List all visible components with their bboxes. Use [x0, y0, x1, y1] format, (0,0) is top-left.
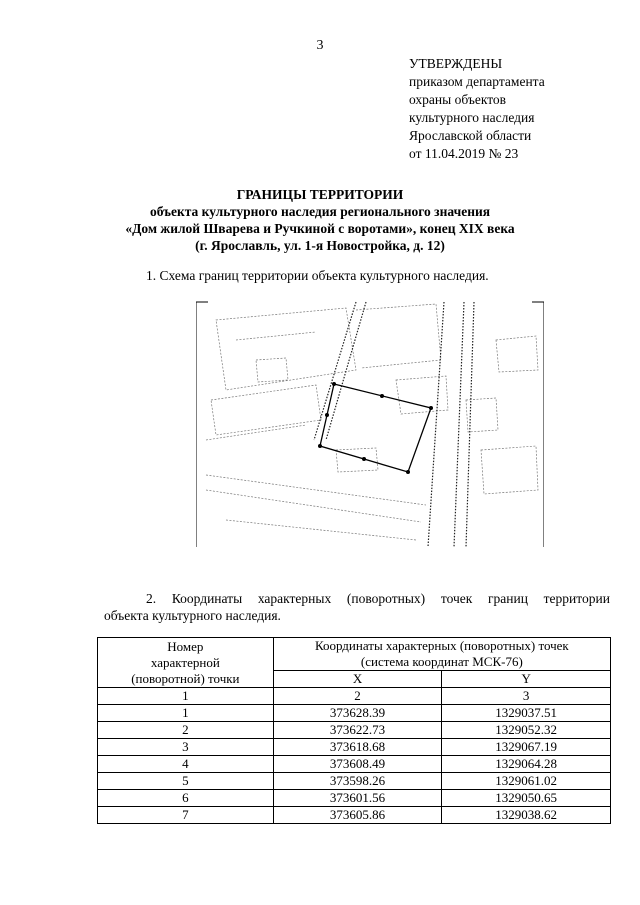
table-cell: 3 — [442, 688, 611, 705]
boundary-point-marker — [362, 457, 366, 461]
point-number: 4 — [98, 756, 274, 773]
word: (поворотных) — [346, 591, 426, 606]
table-row — [98, 790, 611, 807]
table-row — [98, 722, 611, 739]
word: Координаты — [171, 591, 243, 606]
table-row — [98, 807, 611, 824]
coord-x: 373601.56 — [273, 790, 442, 807]
coord-x: 373628.39 — [273, 705, 442, 722]
header-coordinates: Координаты характерных (поворотных) точек (система координат МСК-76) — [273, 638, 610, 671]
boundary-point-marker — [325, 413, 329, 417]
word: границ — [488, 591, 528, 606]
boundary-point-marker — [332, 382, 336, 386]
approval-line: культурного наследия — [409, 110, 535, 125]
table-row — [98, 756, 611, 773]
coord-x: 373605.86 — [273, 807, 442, 824]
header-point-number: Номер характерной (поворотной) точки — [98, 638, 274, 688]
title-line: «Дом жилой Шварева и Ручкиной с воротами», конец XIX века — [125, 221, 515, 236]
coord-y: 1329064.28 — [442, 756, 611, 773]
section-2-line-2: объекта культурного наследия. — [104, 608, 281, 623]
table-row — [98, 739, 611, 756]
word: характерных — [257, 591, 332, 606]
table-row — [98, 705, 611, 722]
table-numbering-row — [98, 688, 611, 705]
point-number: 5 — [98, 773, 274, 790]
coord-y: 1329050.65 — [442, 790, 611, 807]
approval-line: приказом департамента — [409, 74, 545, 89]
point-number: 1 — [98, 705, 274, 722]
word: 2. — [146, 591, 157, 606]
approval-line: Ярославской области — [409, 128, 532, 143]
table-cell: 1 — [98, 688, 274, 705]
title-line: объекта культурного наследия регионального значения — [149, 204, 491, 219]
point-number: 6 — [98, 790, 274, 807]
approval-line: от 11.04.2019 № 23 — [409, 146, 519, 161]
coord-y: 1329038.62 — [442, 807, 611, 824]
title-line: (г. Ярославль, ул. 1-я Новостройка, д. 12) — [195, 238, 445, 253]
coordinates-table — [97, 637, 611, 824]
boundary-point-marker — [318, 444, 322, 448]
document-title — [0, 186, 640, 254]
approval-line: УТВЕРЖДЕНЫ — [409, 56, 503, 71]
coord-y: 1329061.02 — [442, 773, 611, 790]
word: территории — [543, 591, 610, 606]
boundary-point-marker — [406, 470, 410, 474]
word: точек — [440, 591, 473, 606]
point-number: 3 — [98, 739, 274, 756]
section-2-heading — [104, 590, 610, 624]
coord-y: 1329037.51 — [442, 705, 611, 722]
boundary-point-marker — [380, 394, 384, 398]
boundary-point-marker — [429, 406, 433, 410]
table-header-row — [98, 638, 611, 671]
section-1-heading: 1. Схема границ территории объекта культурного наследия. — [146, 268, 489, 283]
coord-y: 1329067.19 — [442, 739, 611, 756]
section-2-line-1 — [104, 590, 610, 607]
boundary-scheme-map — [196, 300, 544, 547]
header-x: X — [273, 671, 442, 688]
table-cell: 2 — [273, 688, 442, 705]
point-number: 2 — [98, 722, 274, 739]
approval-stamp — [409, 55, 545, 163]
table-row — [98, 773, 611, 790]
coord-x: 373622.73 — [273, 722, 442, 739]
approval-line: охраны объектов — [409, 92, 507, 107]
coord-x: 373598.26 — [273, 773, 442, 790]
coord-y: 1329052.32 — [442, 722, 611, 739]
coord-x: 373618.68 — [273, 739, 442, 756]
coord-x: 373608.49 — [273, 756, 442, 773]
title-line: ГРАНИЦЫ ТЕРРИТОРИИ — [236, 187, 404, 202]
page-number: 3 — [316, 38, 324, 53]
header-y: Y — [442, 671, 611, 688]
point-number: 7 — [98, 807, 274, 824]
